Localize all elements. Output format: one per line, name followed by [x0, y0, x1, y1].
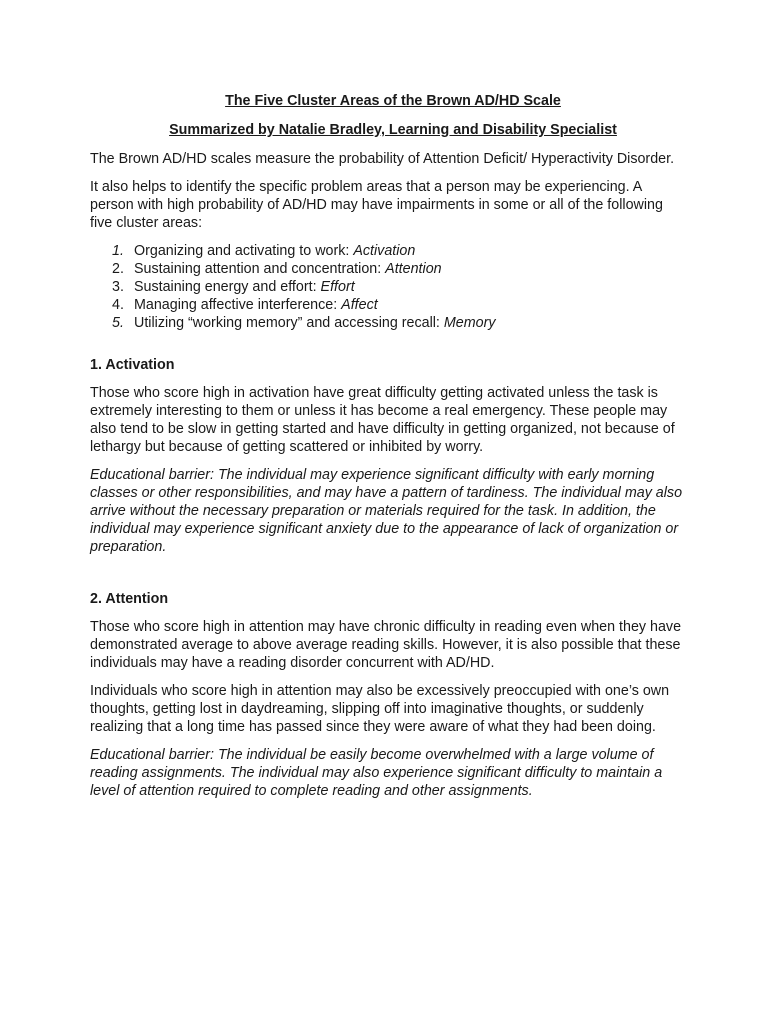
cluster-number: 5.	[112, 315, 124, 331]
educational-barrier: Educational barrier: The individual may experience significant difficulty with early morning classes or other responsibilities, and may have a pattern of tardiness. The individual may also arrive without the necessary preparation or materials required for the task. In addition, the individual may experience significant anxiety due to the appearance of lack of organization or preparation.	[90, 467, 683, 555]
cluster-text: Managing affective interference:	[134, 297, 342, 313]
cluster-text: Organizing and activating to work:	[134, 243, 354, 259]
section-attention	[90, 590, 688, 800]
cluster-number: 2.	[112, 261, 124, 277]
cluster-list	[90, 242, 688, 332]
cluster-item-activation	[90, 242, 688, 260]
cluster-text: Utilizing “working memory” and accessing recall:	[134, 315, 444, 331]
cluster-item-attention	[90, 260, 688, 278]
section-heading: 2. Attention	[90, 591, 169, 607]
section-paragraph: Individuals who score high in attention may also be excessively preoccupied with one’s own thoughts, getting lost in daydreaming, slipping off into imaginative thoughts, or suddenly realizing that a long time has passed since they were aware of what they had been doing.	[90, 683, 670, 735]
cluster-term: Memory	[443, 315, 496, 331]
cluster-number: 3.	[112, 279, 124, 295]
section-spacer	[90, 566, 688, 590]
cluster-item-affect	[90, 296, 688, 314]
section-heading: 1. Activation	[90, 357, 175, 373]
cluster-item-memory	[90, 314, 688, 332]
document-title: The Five Cluster Areas of the Brown AD/HD Scale	[225, 93, 561, 109]
section-activation	[90, 356, 688, 556]
section-paragraph: Those who score high in attention may have chronic difficulty in reading even when they have demonstrated average to above average reading skills. However, it is also possible that these individuals may have a reading disorder concurrent with AD/HD.	[90, 619, 682, 671]
intro-paragraph-1: The Brown AD/HD scales measure the probability of Attention Deficit/ Hyperactivity Disorder.	[90, 151, 675, 167]
cluster-text: Sustaining energy and effort:	[134, 279, 321, 295]
cluster-number: 1.	[112, 243, 124, 259]
cluster-term: Activation	[353, 243, 416, 259]
document-subtitle: Summarized by Natalie Bradley, Learning and Disability Specialist	[169, 122, 617, 138]
section-paragraph: Those who score high in activation have great difficulty getting activated unless the task is extremely interesting to them or unless it has become a real emergency. These people may also tend to be slow in getting started and have difficulty in getting organized, not because of lethargy but because of getting scattered or inhibited by worry.	[90, 385, 675, 455]
cluster-text: Sustaining attention and concentration:	[134, 261, 386, 277]
cluster-term: Affect	[341, 297, 378, 313]
cluster-term: Effort	[320, 279, 355, 295]
cluster-term: Attention	[385, 261, 442, 277]
cluster-number: 4.	[112, 297, 124, 313]
intro-paragraph-2: It also helps to identify the specific problem areas that a person may be experiencing. A person with high probability of AD/HD may have impairments in some or all of the following five cluster areas:	[90, 179, 663, 231]
cluster-item-effort	[90, 278, 688, 296]
educational-barrier: Educational barrier: The individual be easily become overwhelmed with a large volume of reading assignments. The individual may also experience significant difficulty to maintain a level of attention required to complete reading and other assignments.	[90, 747, 663, 799]
